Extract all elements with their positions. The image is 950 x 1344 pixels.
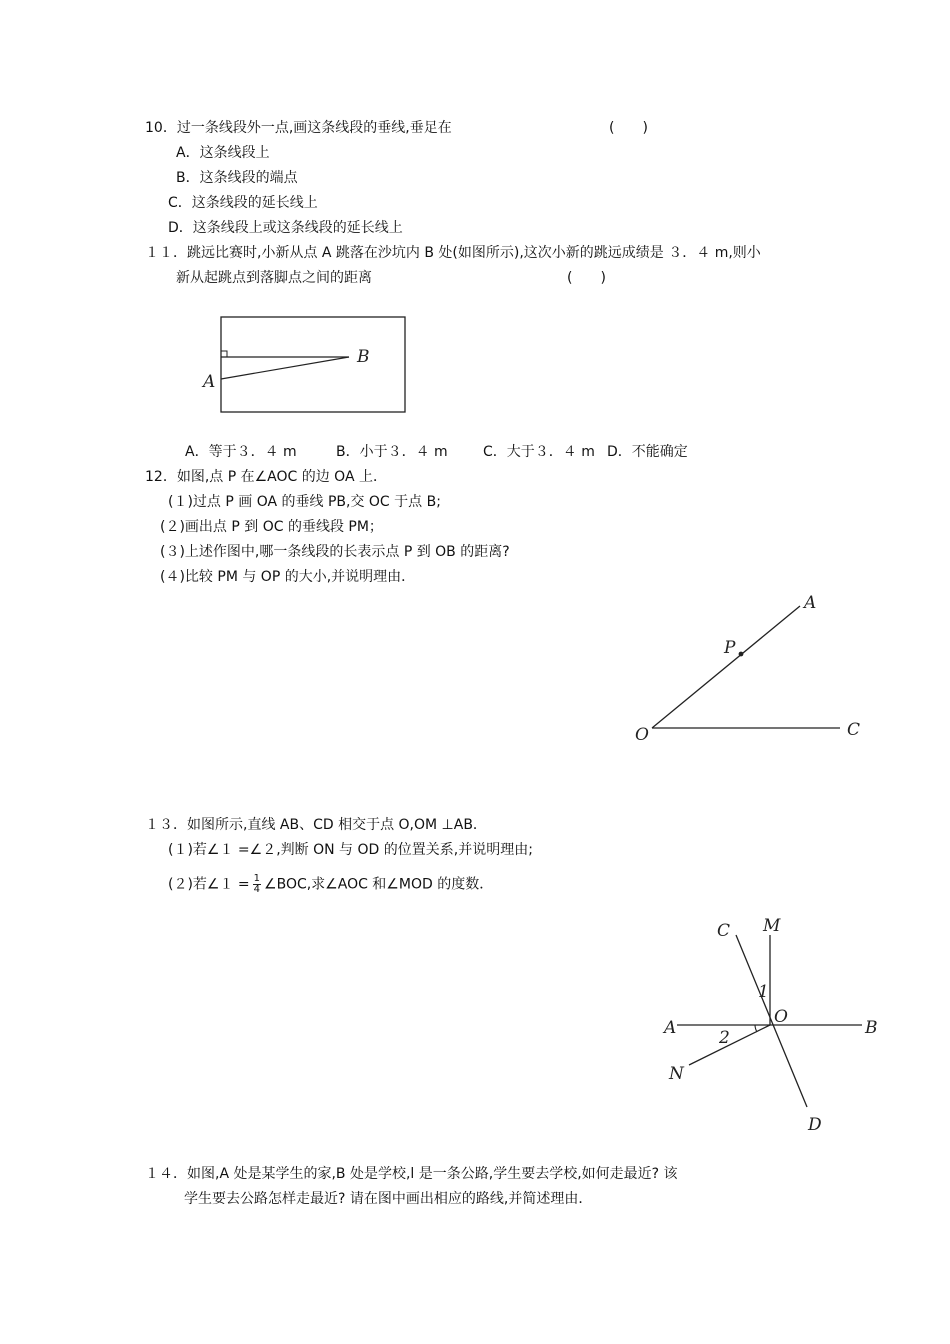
fraction-denominator: 4 [253,884,261,895]
q11-sandpit-figure [195,310,415,420]
q12-part-1: (１)过点 P 画 OA 的垂线 PB,交 OC 于点 B; [168,494,441,510]
point-a-label: A [664,1018,677,1038]
q12-stem: 12．如图,点 P 在∠AOC 的边 OA 上． [145,469,387,485]
q12-part-3: (３)上述作图中,哪一条线段的长表示点 P 到 OB 的距离? [160,544,510,560]
angle-2-arc [755,1025,757,1032]
q10-option-b: B．这条线段的端点 [176,170,298,186]
point-d-label: D [808,1115,822,1135]
q12-angle-figure [630,590,870,750]
q11-option-d: D．不能确定 [607,444,688,460]
q11-stem-line1: １１．跳远比赛时,小新从点 A 跳落在沙坑内 B 处(如图所示),这次小新的跳远成绩是 ３．４ m,则小 [145,245,761,261]
q13-part-2-prefix: (２)若∠１ = [168,876,250,893]
jump-segment-ab [221,357,349,379]
point-b-label: B [357,347,370,367]
q14-stem-line2: 学生要去公路怎样走最近? 请在图中画出相应的路线,并简述理由． [184,1191,593,1207]
q10-option-a: A．这条线段上 [176,145,270,161]
ray-oa [652,606,800,728]
point-c-label: C [847,720,861,740]
q14-stem-line1: １４．如图,A 处是某学生的家,B 处是学校,l 是一条公路,学生要去学校,如何走最近? 该 [145,1166,678,1182]
q13-intersecting-lines-figure [655,905,895,1140]
q11-option-a: A．等于３．４ m [185,444,297,460]
q11-stem-line2: 新从起跳点到落脚点之间的距离 [176,270,372,286]
angle-2-label: 2 [719,1028,730,1048]
q11-option-c: C．大于３．４ m [483,444,595,460]
q12-part-4: (４)比较 PM 与 OP 的大小,并说明理由． [160,569,416,585]
point-c-label: C [717,921,731,941]
point-o-label: O [635,725,649,745]
q10-option-c: C．这条线段的延长线上 [168,195,318,211]
q13-part-1: (１)若∠１ =∠２,判断 ON 与 OD 的位置关系,并说明理由; [168,842,533,858]
q13-stem: １３．如图所示,直线 AB、CD 相交于点 O,OM ⊥AB． [145,817,487,833]
sandpit-rect [221,317,405,412]
fraction-numerator: 1 [253,873,261,884]
point-n-label: N [669,1064,684,1084]
q12-part-2: (２)画出点 P 到 OC 的垂线段 PM； [160,519,383,535]
point-p-label: P [724,638,736,658]
line-cd [736,935,807,1107]
point-a-label: A [203,372,216,392]
angle-1-label: 1 [758,982,769,1002]
q13-part-2 [168,874,493,895]
q10-stem: 10．过一条线段外一点,画这条线段的垂线,垂足在 [145,120,452,136]
point-a-label: A [804,593,817,613]
q11-answer-paren: ( ) [567,270,606,286]
q11-option-b: B．小于３．４ m [336,444,448,460]
q10-answer-paren: ( ) [609,120,648,136]
point-p-dot [739,652,744,657]
right-angle-mark [221,351,227,357]
q10-option-d: D．这条线段上或这条线段的延长线上 [168,220,403,236]
point-o-label: O [774,1007,788,1027]
point-m-label: M [763,916,781,936]
one-quarter-fraction [253,874,261,895]
q13-part-2-suffix: ∠BOC,求∠AOC 和∠MOD 的度数． [264,876,494,893]
point-b-label: B [865,1018,878,1038]
